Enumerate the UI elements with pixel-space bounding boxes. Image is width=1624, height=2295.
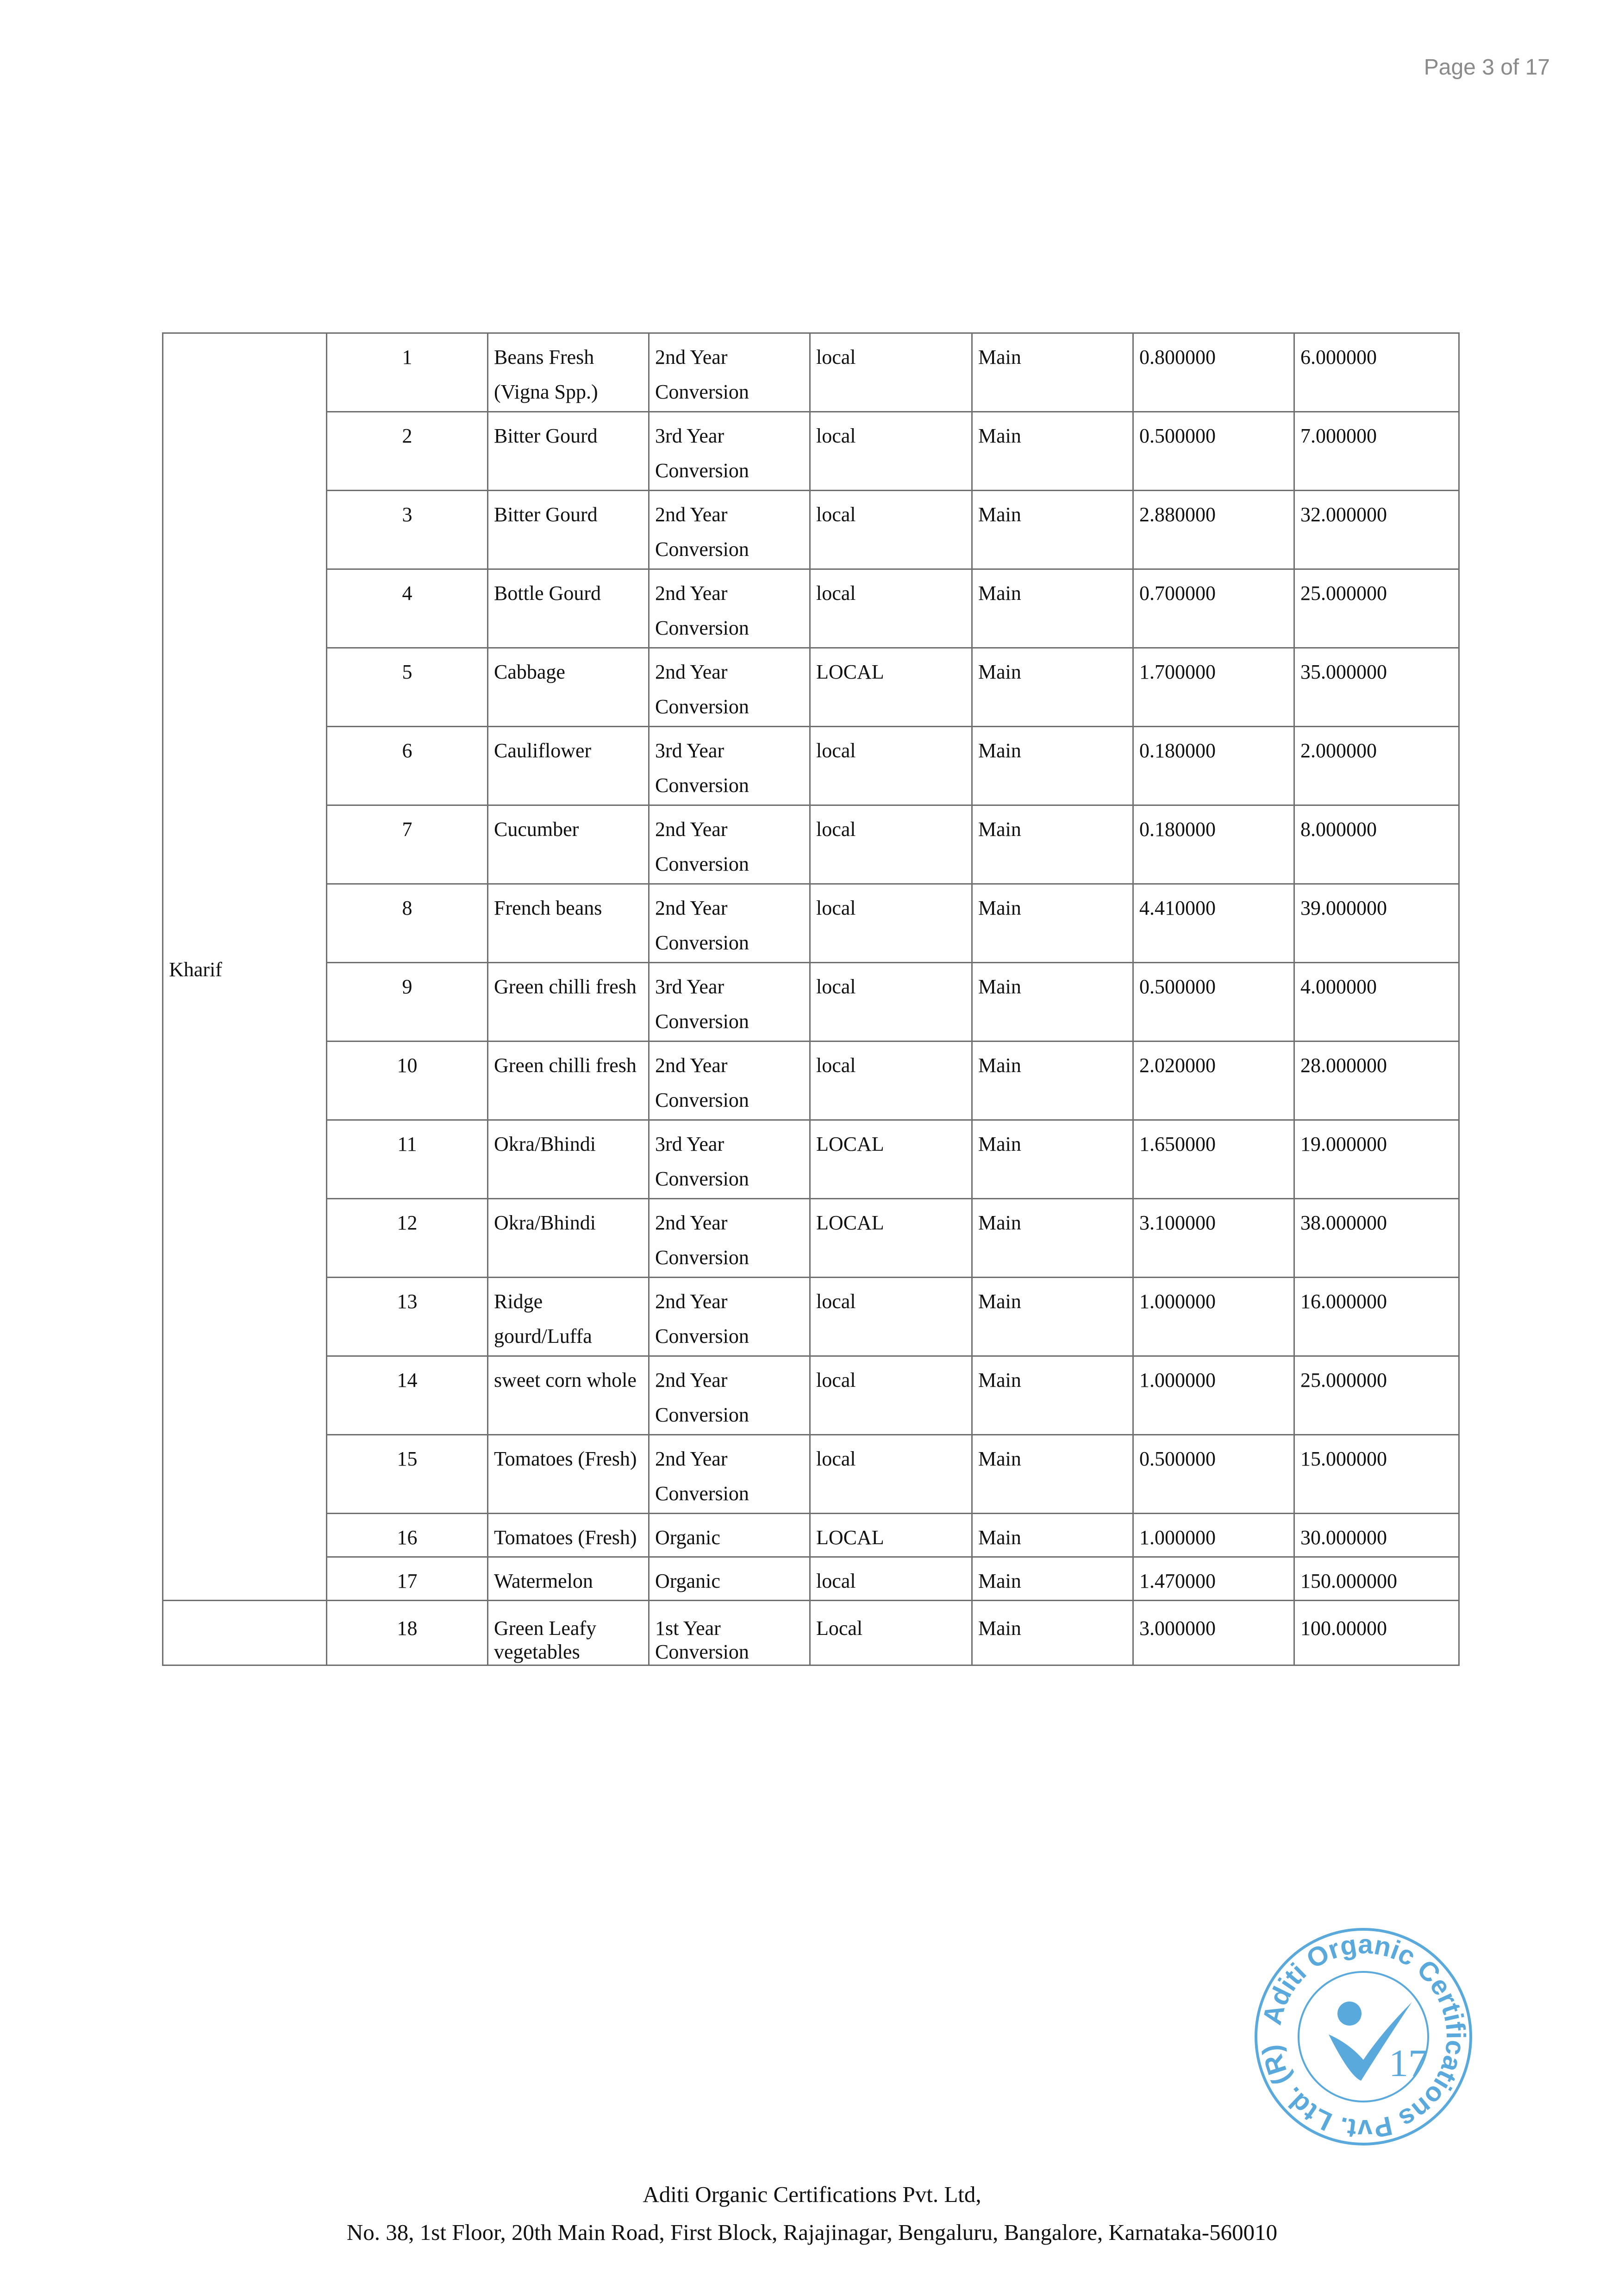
cell-variety: local: [810, 963, 972, 1041]
table-row: [163, 1041, 1459, 1120]
cell-crop-type: Main: [972, 1557, 1133, 1601]
cell-crop-type: Main: [972, 1514, 1133, 1557]
cell-serial-no: 1: [327, 333, 488, 412]
cell-status: 2nd Year Conversion: [649, 491, 810, 569]
page-number: Page 3 of 17: [1424, 55, 1550, 80]
cell-crop-type: Main: [972, 884, 1133, 963]
cell-quantity: 6.000000: [1294, 333, 1459, 412]
cell-serial-no: 3: [327, 491, 488, 569]
cell-crop-type: Main: [972, 412, 1133, 491]
cell-crop-name: Beans Fresh (Vigna Spp.): [488, 333, 649, 412]
table-row: [163, 333, 1459, 412]
cell-area: 0.180000: [1133, 727, 1294, 805]
cell-quantity: 38.000000: [1294, 1199, 1459, 1278]
table-row: [163, 648, 1459, 727]
cell-quantity: 100.00000: [1294, 1601, 1459, 1665]
cell-crop-name: Green chilli fresh: [488, 1041, 649, 1120]
cell-area: 4.410000: [1133, 884, 1294, 963]
cell-crop-name: Green Leafy vegetables: [488, 1601, 649, 1665]
cell-status: 3rd Year Conversion: [649, 1120, 810, 1199]
table-row: [163, 884, 1459, 963]
cell-quantity: 16.000000: [1294, 1278, 1459, 1356]
cell-serial-no: 11: [327, 1120, 488, 1199]
cell-variety: local: [810, 727, 972, 805]
cell-area: 0.500000: [1133, 963, 1294, 1041]
cell-crop-type: Main: [972, 569, 1133, 648]
table-row: [163, 1356, 1459, 1435]
table-row: [163, 1557, 1459, 1601]
cell-area: 3.100000: [1133, 1199, 1294, 1278]
table-row: [163, 491, 1459, 569]
cell-area: 0.800000: [1133, 333, 1294, 412]
cell-variety: local: [810, 1557, 972, 1601]
crop-table-body: [163, 333, 1459, 1665]
cell-variety: local: [810, 1041, 972, 1120]
cell-crop-type: Main: [972, 1120, 1133, 1199]
table-row: [163, 569, 1459, 648]
cell-serial-no: 13: [327, 1278, 488, 1356]
cell-area: 2.880000: [1133, 491, 1294, 569]
cell-area: 0.180000: [1133, 805, 1294, 884]
cell-status: 2nd Year Conversion: [649, 1356, 810, 1435]
cell-variety: local: [810, 805, 972, 884]
cell-season: Kharif: [163, 333, 327, 1601]
cell-crop-name: Watermelon: [488, 1557, 649, 1601]
cell-quantity: 150.000000: [1294, 1557, 1459, 1601]
cell-variety: local: [810, 884, 972, 963]
cell-serial-no: 7: [327, 805, 488, 884]
cell-serial-no: 17: [327, 1557, 488, 1601]
cell-serial-no: 2: [327, 412, 488, 491]
cell-crop-name: French beans: [488, 884, 649, 963]
cell-serial-no: 8: [327, 884, 488, 963]
cell-variety: LOCAL: [810, 1120, 972, 1199]
cell-variety: LOCAL: [810, 1514, 972, 1557]
cell-status: 2nd Year Conversion: [649, 569, 810, 648]
cell-area: 1.000000: [1133, 1514, 1294, 1557]
cell-quantity: 7.000000: [1294, 412, 1459, 491]
cell-crop-type: Main: [972, 648, 1133, 727]
cell-crop-name: Okra/Bhindi: [488, 1199, 649, 1278]
cell-variety: local: [810, 412, 972, 491]
cell-crop-type: Main: [972, 491, 1133, 569]
cell-quantity: 25.000000: [1294, 569, 1459, 648]
cell-serial-no: 4: [327, 569, 488, 648]
footer-company: Aditi Organic Certifications Pvt. Ltd,: [643, 2182, 981, 2207]
cell-area: 0.700000: [1133, 569, 1294, 648]
cell-status: 3rd Year Conversion: [649, 963, 810, 1041]
footer-address: No. 38, 1st Floor, 20th Main Road, First Block, Rajajinagar, Bengaluru, Bangalore, Karnataka-560010: [346, 2220, 1278, 2245]
crop-table: [162, 332, 1460, 1666]
cell-area: 1.650000: [1133, 1120, 1294, 1199]
cell-variety: local: [810, 1356, 972, 1435]
cell-crop-name: sweet corn whole: [488, 1356, 649, 1435]
cell-crop-name: Green chilli fresh: [488, 963, 649, 1041]
cell-quantity: 25.000000: [1294, 1356, 1459, 1435]
cell-area: 3.000000: [1133, 1601, 1294, 1665]
cell-quantity: 30.000000: [1294, 1514, 1459, 1557]
table-row: [163, 727, 1459, 805]
cell-quantity: 4.000000: [1294, 963, 1459, 1041]
table-row: [163, 1120, 1459, 1199]
cell-serial-no: 12: [327, 1199, 488, 1278]
cell-area: 2.020000: [1133, 1041, 1294, 1120]
cell-status: 1st Year Conversion: [649, 1601, 810, 1665]
cell-status: 2nd Year Conversion: [649, 333, 810, 412]
cell-quantity: 39.000000: [1294, 884, 1459, 963]
table-row: [163, 1514, 1459, 1557]
cell-variety: local: [810, 569, 972, 648]
cell-quantity: 32.000000: [1294, 491, 1459, 569]
cell-variety: local: [810, 491, 972, 569]
cell-area: 1.700000: [1133, 648, 1294, 727]
company-seal: [1250, 1923, 1477, 2150]
cell-serial-no: 14: [327, 1356, 488, 1435]
cell-crop-type: Main: [972, 1199, 1133, 1278]
cell-status: 2nd Year Conversion: [649, 884, 810, 963]
cell-variety: local: [810, 1435, 972, 1514]
cell-status: 2nd Year Conversion: [649, 1278, 810, 1356]
cell-status: 2nd Year Conversion: [649, 1199, 810, 1278]
cell-status: 2nd Year Conversion: [649, 805, 810, 884]
cell-serial-no: 6: [327, 727, 488, 805]
cell-status: Organic: [649, 1514, 810, 1557]
cell-crop-name: Tomatoes (Fresh): [488, 1514, 649, 1557]
cell-crop-type: Main: [972, 1278, 1133, 1356]
cell-serial-no: 18: [327, 1601, 488, 1665]
cell-status: 2nd Year Conversion: [649, 1435, 810, 1514]
cell-crop-type: Main: [972, 963, 1133, 1041]
cell-area: 1.470000: [1133, 1557, 1294, 1601]
cell-area: 0.500000: [1133, 1435, 1294, 1514]
cell-serial-no: 10: [327, 1041, 488, 1120]
table-row: [163, 1199, 1459, 1278]
cell-variety: local: [810, 333, 972, 412]
cell-crop-type: Main: [972, 805, 1133, 884]
cell-variety: LOCAL: [810, 1199, 972, 1278]
cell-crop-type: Main: [972, 333, 1133, 412]
cell-quantity: 35.000000: [1294, 648, 1459, 727]
cell-quantity: 28.000000: [1294, 1041, 1459, 1120]
cell-quantity: 15.000000: [1294, 1435, 1459, 1514]
cell-status: 2nd Year Conversion: [649, 648, 810, 727]
cell-crop-type: Main: [972, 1041, 1133, 1120]
cell-crop-name: Cauliflower: [488, 727, 649, 805]
cell-quantity: 8.000000: [1294, 805, 1459, 884]
cell-quantity: 19.000000: [1294, 1120, 1459, 1199]
cell-serial-no: 15: [327, 1435, 488, 1514]
cell-crop-name: Cabbage: [488, 648, 649, 727]
cell-crop-name: Bitter Gourd: [488, 491, 649, 569]
cell-area: 1.000000: [1133, 1278, 1294, 1356]
cell-variety: LOCAL: [810, 648, 972, 727]
table-row: [163, 412, 1459, 491]
cell-area: 1.000000: [1133, 1356, 1294, 1435]
cell-status: Organic: [649, 1557, 810, 1601]
table-row: [163, 1601, 1459, 1665]
cell-area: 0.500000: [1133, 412, 1294, 491]
cell-serial-no: 16: [327, 1514, 488, 1557]
cell-crop-name: Bitter Gourd: [488, 412, 649, 491]
cell-crop-type: Main: [972, 1356, 1133, 1435]
table-row: [163, 1435, 1459, 1514]
cell-serial-no: 9: [327, 963, 488, 1041]
cell-variety: Local: [810, 1601, 972, 1665]
cell-crop-type: Main: [972, 1435, 1133, 1514]
cell-quantity: 2.000000: [1294, 727, 1459, 805]
cell-crop-name: Bottle Gourd: [488, 569, 649, 648]
table-row: [163, 805, 1459, 884]
cell-crop-name: Cucumber: [488, 805, 649, 884]
cell-serial-no: 5: [327, 648, 488, 727]
cell-crop-type: Main: [972, 727, 1133, 805]
cell-status: 3rd Year Conversion: [649, 727, 810, 805]
table-row: [163, 1278, 1459, 1356]
cell-crop-name: Okra/Bhindi: [488, 1120, 649, 1199]
cell-crop-name: Ridge gourd/Luffa: [488, 1278, 649, 1356]
svg-text:Aditi Organic Certifications P: Aditi Organic Certifications Pvt. Ltd. (R): [1256, 1929, 1471, 2145]
cell-variety: local: [810, 1278, 972, 1356]
svg-text:17: 17: [1389, 2042, 1428, 2085]
table-row: [163, 963, 1459, 1041]
cell-status: 3rd Year Conversion: [649, 412, 810, 491]
cell-status: 2nd Year Conversion: [649, 1041, 810, 1120]
cell-season: [163, 1601, 327, 1665]
cell-crop-name: Tomatoes (Fresh): [488, 1435, 649, 1514]
cell-crop-type: Main: [972, 1601, 1133, 1665]
